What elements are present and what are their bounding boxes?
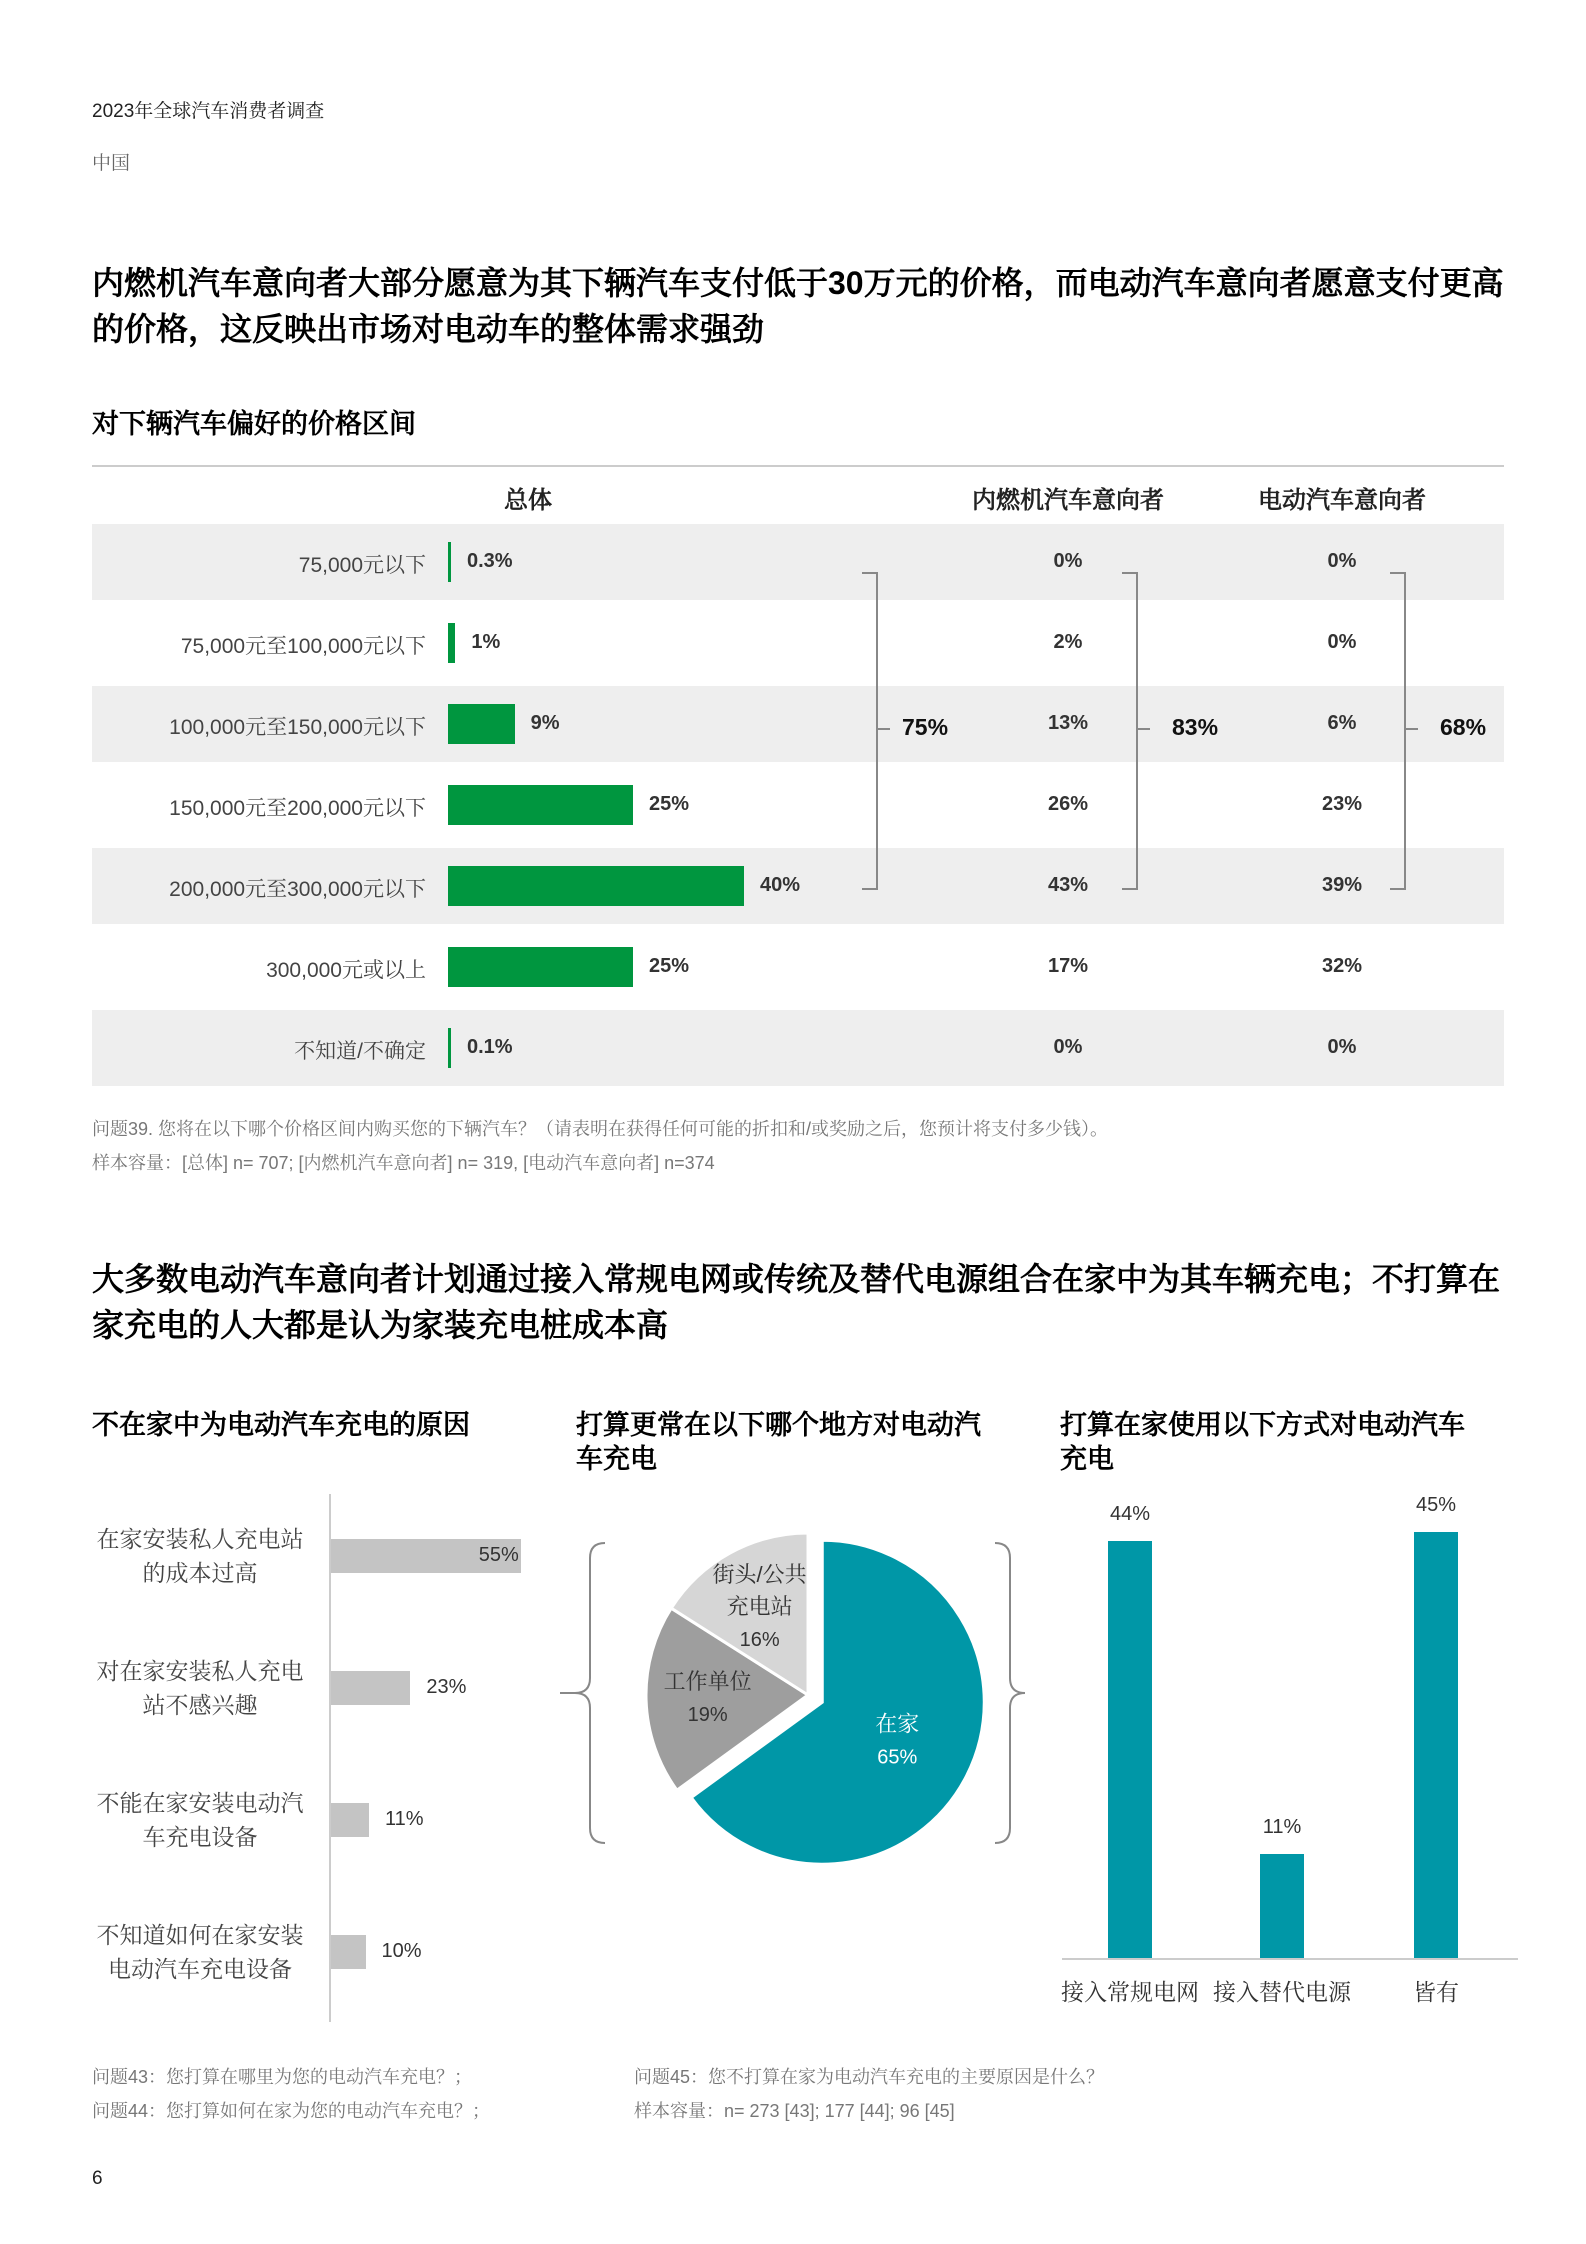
price-ev-value: 0% — [1327, 1036, 1357, 1058]
price-row-label: 100,000元至150,000元以下 — [169, 716, 426, 739]
price-ev-value: 39% — [1321, 874, 1363, 896]
pie-slice-value: 19% — [687, 1704, 728, 1727]
pie-right-bracket — [995, 1543, 1025, 1843]
report-title: 2023年全球汽车消费者调查 — [92, 101, 325, 122]
price-bar-overall — [448, 947, 633, 987]
method-bar — [1260, 1854, 1304, 1958]
overall-bracket-value: 75% — [902, 714, 949, 740]
pie-slice-label: 街头/公共 — [712, 1561, 807, 1587]
price-footnote-sample: 样本容量：[总体] n= 707; [内燃机汽车意向者] n= 319, [电动汽车意向者] n=374 — [92, 1153, 715, 1173]
location-chart-title-line2: 车充电 — [576, 1444, 657, 1474]
reason-bar — [331, 1935, 366, 1969]
price-ice-value: 2% — [1053, 631, 1083, 653]
method-category-label: 皆有 — [1413, 1979, 1459, 2005]
reason-bar — [331, 1671, 410, 1705]
method-chart-title-line1: 打算在家使用以下方式对电动汽车 — [1060, 1410, 1465, 1440]
location-pie-chart — [560, 1528, 1040, 1888]
price-ice-value: 13% — [1047, 712, 1089, 734]
price-bar-overall-label: 1% — [471, 631, 501, 653]
reason-bar-label: 10% — [381, 1940, 422, 1962]
footnote-q44: 问题44：您打算如何在家为您的电动汽车充电？； — [92, 2101, 491, 2121]
reasons-chart-title: 不在家中为电动汽车充电的原因 — [92, 1410, 470, 1440]
section2-headline: 大多数电动汽车意向者计划通过接入常规电网或传统及替代电源组合在家中为其车辆充电；不打算在家充电的人大都是认为家装充电桩成本高 — [92, 1261, 1501, 1343]
price-row-label: 150,000元至200,000元以下 — [169, 797, 426, 820]
ice-bracket — [1122, 572, 1138, 890]
table-top-rule — [92, 465, 1504, 467]
reason-category-label — [80, 1786, 320, 1854]
reason-category-label — [80, 1522, 320, 1590]
price-bar-overall — [448, 623, 455, 663]
col-header-overall: 总体 — [504, 487, 552, 514]
price-ice-value: 43% — [1047, 874, 1089, 896]
price-ev-value: 0% — [1327, 631, 1357, 653]
method-bar — [1414, 1532, 1458, 1958]
footnote-q43: 问题43：您打算在哪里为您的电动汽车充电？； — [92, 2067, 473, 2087]
location-chart-title — [576, 1408, 981, 1476]
reason-bar-label: 23% — [426, 1676, 467, 1698]
price-row-label: 300,000元或以上 — [266, 959, 426, 982]
footnote-sample: 样本容量：n= 273 [43]; 177 [44]; 96 [45] — [634, 2101, 955, 2121]
price-ice-value: 17% — [1047, 955, 1089, 977]
pie-slice-value: 16% — [739, 1628, 780, 1651]
ev-bracket-value: 68% — [1440, 714, 1487, 740]
method-bar-label: 11% — [1262, 1815, 1302, 1838]
price-ice-value: 0% — [1053, 550, 1083, 572]
page-number: 6 — [92, 2168, 103, 2189]
method-bar-label: 45% — [1415, 1494, 1457, 1516]
price-bar-overall — [448, 542, 451, 582]
reason-bar-label: 11% — [384, 1808, 424, 1830]
price-bar-overall — [448, 704, 515, 744]
col-header-ev: 电动汽车意向者 — [1258, 487, 1426, 514]
region-label: 中国 — [92, 153, 131, 174]
reason-bar-label: 55% — [478, 1544, 519, 1566]
method-bar — [1108, 1541, 1152, 1958]
reason-category-line: 电动汽车充电设备 — [108, 1956, 292, 1982]
reason-category-label — [80, 1918, 320, 1986]
reason-category-line: 不能在家安装电动汽 — [96, 1790, 304, 1816]
pie-left-bracket — [575, 1543, 605, 1843]
reason-bar — [331, 1803, 369, 1837]
pie-slice-label: 在家 — [875, 1711, 920, 1737]
overall-bracket — [862, 572, 878, 890]
price-ev-value: 23% — [1321, 793, 1363, 815]
price-bar-overall-label: 25% — [649, 793, 690, 815]
price-bar-overall — [448, 866, 744, 906]
col-header-ice: 内燃机汽车意向者 — [972, 487, 1164, 514]
price-row-label: 不知道/不确定 — [294, 1040, 426, 1063]
method-category-label: 接入常规电网 — [1061, 1979, 1199, 2005]
price-ice-value: 0% — [1053, 1036, 1083, 1058]
price-bar-overall-label: 9% — [530, 712, 560, 734]
price-ice-value: 26% — [1047, 793, 1089, 815]
price-chart-title: 对下辆汽车偏好的价格区间 — [92, 409, 416, 439]
price-bar-overall-label: 40% — [760, 874, 801, 896]
method-bar-label: 44% — [1109, 1503, 1151, 1526]
reason-category-line: 在家安装私人充电站 — [96, 1526, 304, 1552]
location-chart-title-line1: 打算更常在以下哪个地方对电动汽 — [576, 1410, 981, 1440]
overall-bracket-tick — [878, 728, 890, 730]
ev-bracket — [1390, 572, 1406, 890]
reason-category-line: 对在家安装私人充电 — [96, 1658, 304, 1684]
pie-slice-label: 工作单位 — [663, 1669, 752, 1695]
reason-category-line: 不知道如何在家安装 — [96, 1922, 304, 1948]
method-chart-title-line2: 充电 — [1060, 1444, 1114, 1474]
price-ev-value: 6% — [1327, 712, 1357, 734]
ice-bracket-tick — [1138, 728, 1150, 730]
price-ev-value: 0% — [1327, 550, 1357, 572]
price-bar-overall-label: 0.1% — [467, 1036, 513, 1058]
price-row-label: 200,000元至300,000元以下 — [169, 878, 426, 901]
method-category-label: 接入替代电源 — [1213, 1979, 1351, 2005]
pie-slice-value: 65% — [877, 1746, 918, 1769]
price-bar-overall-label: 0.3% — [467, 550, 513, 572]
method-axis-line — [1062, 1958, 1518, 1960]
reason-category-line: 的成本过高 — [142, 1560, 258, 1586]
price-row-label: 75,000元以下 — [298, 554, 426, 577]
reason-category-line: 车充电设备 — [142, 1824, 258, 1850]
price-bar-overall — [448, 785, 633, 825]
price-bar-overall-label: 25% — [649, 955, 690, 977]
pie-slice-label: 充电站 — [726, 1593, 793, 1619]
price-bar-overall — [448, 1028, 451, 1068]
section1-headline: 内燃机汽车意向者大部分愿意为其下辆汽车支付低于30万元的价格，而电动汽车意向者愿意支付更高的价格，这反映出市场对电动车的整体需求强劲 — [92, 265, 1504, 347]
ev-bracket-tick — [1406, 728, 1418, 730]
ice-bracket-value: 83% — [1172, 714, 1219, 740]
footnote-q45: 问题45：您不打算在家为电动汽车充电的主要原因是什么？ — [634, 2067, 1105, 2087]
method-chart-title — [1060, 1408, 1465, 1476]
price-row-label: 75,000元至100,000元以下 — [180, 635, 426, 658]
reason-category-label — [80, 1654, 320, 1722]
reason-category-line: 站不感兴趣 — [142, 1692, 258, 1718]
price-ev-value: 32% — [1321, 955, 1363, 977]
price-footnote-question: 问题39. 您将在以下哪个价格区间内购买您的下辆汽车？（请表明在获得任何可能的折扣和/或奖励之后，您预计将支付多少钱）。 — [92, 1119, 1109, 1139]
